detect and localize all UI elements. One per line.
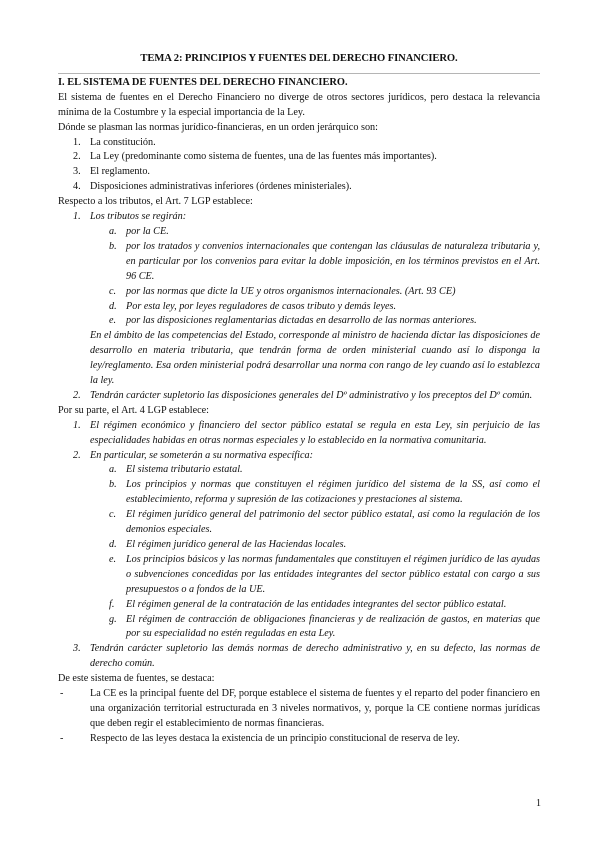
hierarchy-list bbox=[58, 136, 540, 196]
list-item: 3. Tendrán carácter supletorio las demás normas de derecho administrativo y, en su defecto, las normas de derecho común. bbox=[73, 643, 540, 670]
list-item: 2. En particular, se someterán a su normativa específica: bbox=[73, 449, 313, 461]
list-item: - Respecto de las leyes destaca la existencia de un principio constitucional de reserva de ley. bbox=[60, 732, 460, 744]
lgp4-intro: Por su parte, el Art. 4 LGP establece: bbox=[58, 404, 209, 416]
list-item: 2. La Ley (predominante como sistema de fuentes, una de las fuentes más importantes). bbox=[73, 151, 437, 163]
list-item: a. por la CE. bbox=[109, 225, 169, 237]
destaca-list bbox=[58, 687, 540, 747]
list-item: 1. El régimen económico y financiero del sector público estatal se regula en esta Ley, sin perjuicio de las especialidades habidas en otras normas especiales y lo establecido en la normativa comunitaria. bbox=[73, 419, 540, 446]
list-item: 2. Tendrán carácter supletorio las disposiciones generales del Dº administrativo y los preceptos del Dº común. bbox=[73, 389, 533, 401]
lgp7-list bbox=[58, 210, 540, 404]
list-item: a. El sistema tributario estatal. bbox=[109, 464, 243, 476]
hierarchy-intro: Dónde se plasman las normas jurídico-financieras, en un orden jerárquico son: bbox=[58, 121, 378, 133]
section-heading: I. EL SISTEMA DE FUENTES DEL DERECHO FINANCIERO. bbox=[58, 76, 348, 88]
list-item: b. Los principios y normas que constituyen el régimen jurídico del sistema de la SS, así como el establecimiento, reforma y supresión de las cotizaciones y prestaciones al sistema. bbox=[109, 479, 540, 506]
page-number: 1 bbox=[536, 798, 541, 809]
lgp7-paragraph: En el ámbito de las competencias del Estado, corresponde al ministro de hacienda dictar las disposiciones de desarrollo en materia tributaria, que tendrán forma de orden ministerial cuando así lo disponga la ley/reglamento. Esa orden ministerial podrá desarrollar una norma con rango de ley cuando así lo establezca la ley. bbox=[90, 330, 540, 387]
list-item: 1. La constitución. bbox=[73, 136, 156, 148]
list-item: d. El régimen jurídico general de las Haciendas locales. bbox=[109, 539, 347, 550]
list-item: c. por las normas que dicte la UE y otros organismos internacionales. (Art. 93 CE) bbox=[109, 285, 456, 297]
list-item: 3. El reglamento. bbox=[73, 166, 150, 178]
lgp4-list bbox=[58, 419, 540, 672]
list-item: 4. Disposiciones administrativas inferiores (órdenes ministeriales). bbox=[73, 181, 352, 193]
lgp7-intro: Respecto a los tributos, el Art. 7 LGP establece: bbox=[58, 196, 253, 208]
list-item: e. Los principios básicos y las normas fundamentales que constituyen el régimen jurídico de las ayudas o subvenciones concedidas por las entidades integrantes del sector público estatal con cargo a sus presupuestos o a fondos de la UE. bbox=[109, 553, 540, 595]
list-item: g. El régimen de contracción de obligaciones financieras y de realización de gastos, en materias que por su especialidad no estén reguladas en esta Ley. bbox=[109, 613, 540, 640]
list-item: e. por las disposiciones reglamentarias dictadas en desarrollo de las normas anteriores. bbox=[109, 315, 477, 327]
list-item: 1. Los tributos se regirán: bbox=[73, 211, 187, 223]
list-item: - La CE es la principal fuente del DF, porque establece el sistema de fuentes y el reparto del poder financiero en una organización territorial estructurada en 3 niveles normativos, y, porque la CE contiene normas jurídicas que deben regir el establecimiento de normas financieras. bbox=[60, 688, 540, 729]
destaca-intro: De este sistema de fuentes, se destaca: bbox=[58, 673, 215, 685]
list-item: d. Por esta ley, por leyes reguladores de casos tributo y demás leyes. bbox=[109, 300, 397, 312]
list-item: b. por los tratados y convenios internacionales que contengan las cláusulas de naturaleza tributaria y, en particular por los convenios para evitar la doble imposición, en los términos previstos en el Art. 96 CE. bbox=[109, 240, 540, 282]
title-divider bbox=[58, 73, 540, 74]
document-title: TEMA 2: PRINCIPIOS Y FUENTES DEL DERECHO FINANCIERO. bbox=[140, 53, 458, 64]
document-page bbox=[58, 52, 540, 747]
list-item: c. El régimen jurídico general del patrimonio del sector público estatal, así como la regulación de los demonios especiales. bbox=[109, 509, 540, 536]
intro-paragraph: El sistema de fuentes en el Derecho Financiero no diverge de otros sectores jurídicos, pero destaca la relevancia mínima de la Costumbre y la especial importancia de la Ley. bbox=[58, 91, 540, 118]
list-item: f. El régimen general de la contratación de las entidades integrantes del sector público estatal. bbox=[109, 598, 507, 610]
